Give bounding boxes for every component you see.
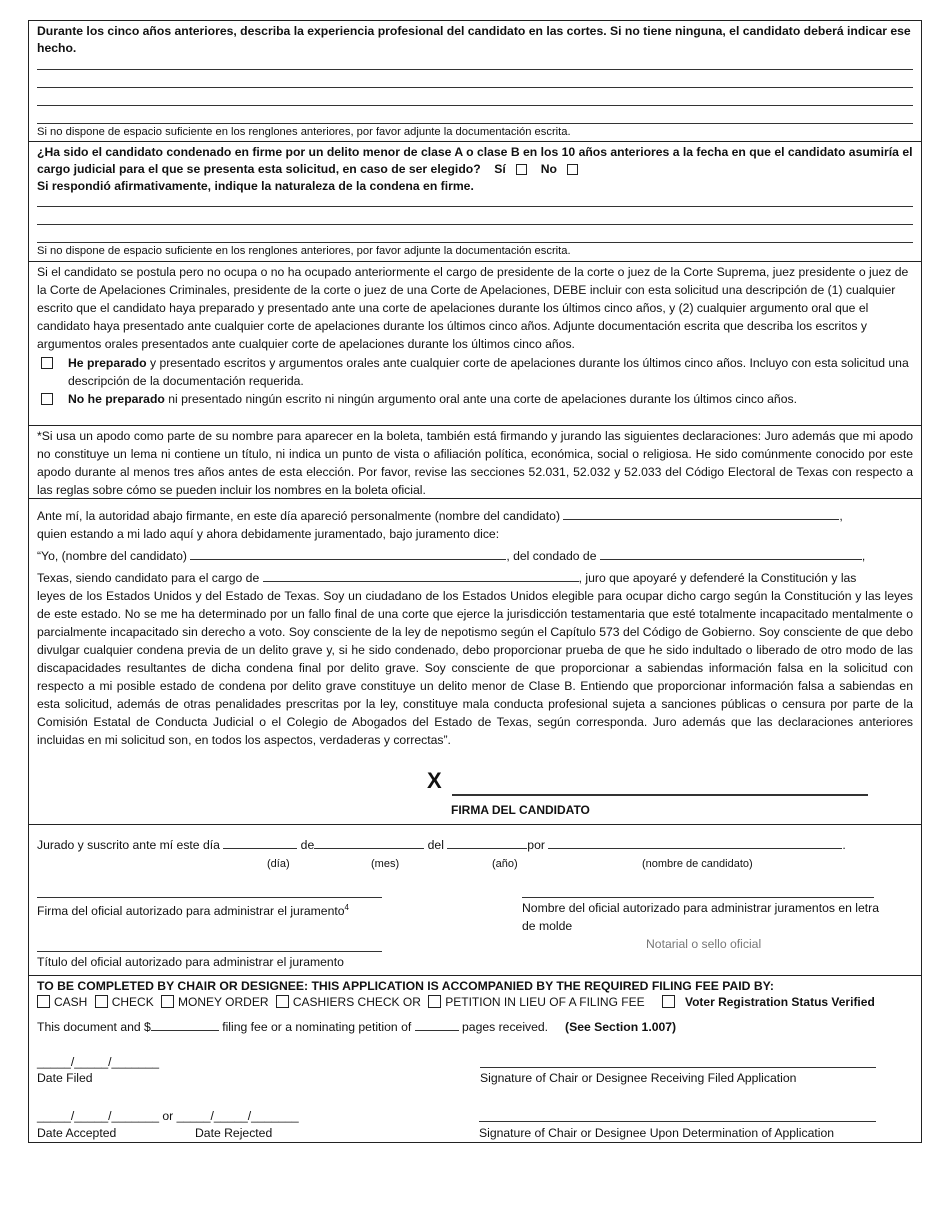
chair-header: TO BE COMPLETED BY CHAIR OR DESIGNEE: THIS APPLICATION IS ACCOMPANIED BY THE REQUIRED FILING FEE PAID BY:	[37, 979, 774, 993]
conviction-section	[29, 142, 921, 262]
candidate-signature-label: FIRMA DEL CANDIDATO	[451, 803, 590, 817]
no-label: No	[540, 162, 557, 176]
not-prepared-checkbox[interactable]	[41, 393, 53, 405]
oath-text: , del condado de	[506, 549, 600, 563]
yes-label: Sí	[494, 162, 506, 176]
prepared-checkbox[interactable]	[41, 357, 53, 369]
oath-text: “Yo, (nombre del candidato)	[37, 549, 191, 563]
cashiers-check-checkbox[interactable]	[276, 995, 289, 1008]
footnote-marker: 4	[344, 903, 349, 912]
court-experience-question: Durante los cinco años anteriores, describa la experiencia profesional del candidato en las cortes. Si no tiene ninguna, el candidato deberá indicar ese hecho.	[37, 24, 911, 55]
conviction-followup: Si respondió afirmativamente, indique la naturaleza de la condena en firme.	[37, 179, 474, 193]
oath-line-2: quien estando a mi lado aquí y ahora debidamente juramentado, bajo juramento dice:	[37, 527, 500, 541]
answer-line[interactable]	[37, 225, 913, 243]
answer-line[interactable]	[37, 106, 913, 124]
date-rejected-label: Date Rejected	[195, 1126, 273, 1140]
cash-checkbox[interactable]	[37, 995, 50, 1008]
answer-line[interactable]	[37, 207, 913, 225]
oath-body: leyes de los Estados Unidos y del Estado de Texas. Soy un ciudadano de los Estados Unidos elegible para ocupar dicho cargo según la Constitución y las leyes de este estado. No se me ha determinado por un fallo final de una corte que ejerce la jurisdicción testamentaria que esté totalmente incapacitado mentalmente o parcialmente incapacitado sin derecho a voto. Soy consciente de la ley de nepotismo según el Capítulo 573 del Código de Gobierno. Soy consciente de que debo divulgar cualquier condena previa de un delito grave y, si he sido condenado, debo proporcionar prueba de que he sido indultado o liberado de otro modo de las discapacidades resultantes de dicha condena final por delito grave. Soy consciente de que proporcionar a sabiendas información falsa en la solicitud con respecto a mi posible estado de condena por delito grave constituye un delito menor de Clase B. Entiendo que proporcionar información falsa a sabiendas en esta solicitud, además de otras penalidades prescritas por la ley, constituye mala conducta profesional sujeta a sanciones públicas o censura por parte de la Comisión Estatal de Conducta Judicial o el Colegio de Abogados del Estado de Texas, según corresponda. Juro además que las declaraciones anteriores incluidas en mi solicitud son, en todos los aspectos, verdaderas y correctas”.	[37, 589, 913, 747]
oath-line-1	[37, 507, 913, 525]
not-prepared-text: ni presentado ningún escrito ni ningún argumento oral ante una corte de apelaciones durante los últimos cinco años.	[164, 392, 797, 406]
no-checkbox[interactable]	[567, 164, 578, 175]
filed-signature-line[interactable]	[480, 1055, 876, 1068]
sworn-line	[37, 836, 846, 854]
official-title-label: Título del oficial autorizado para administrar el juramento	[37, 955, 344, 969]
conviction-question: ¿Ha sido el candidato condenado en firme por un delito menor de clase A o clase B en los 10 años anteriores a la fecha en que el candidato asumiría el cargo judicial para el que se presenta esta solicitud, en caso de ser elegido?	[37, 145, 913, 176]
money-order-checkbox[interactable]	[161, 995, 174, 1008]
sworn-text: Jurado y suscrito ante mí este día	[37, 838, 224, 852]
date-accepted-rejected-fields	[37, 1107, 299, 1125]
day-field[interactable]	[223, 836, 297, 849]
money-order-label: MONEY ORDER	[178, 995, 269, 1009]
date-filed-label: Date Filed	[37, 1071, 93, 1085]
month-field[interactable]	[314, 836, 424, 849]
check-checkbox[interactable]	[95, 995, 108, 1008]
oath-text: Texas, siendo candidato para el cargo de	[37, 571, 263, 585]
space-note: Si no dispone de espacio suficiente en los renglones anteriores, por favor adjunte la documentación escrita.	[37, 245, 571, 257]
year-field[interactable]	[447, 836, 527, 849]
oath-line-4	[37, 569, 913, 587]
cash-label: CASH	[54, 995, 88, 1009]
candidate-name-field[interactable]	[563, 507, 839, 520]
conviction-question-block	[37, 144, 913, 178]
doc-text: pages received.	[458, 1020, 549, 1034]
doc-text: filing fee or a nominating petition of	[218, 1020, 415, 1034]
or-label: or	[162, 1109, 174, 1123]
oath-text: , juro que apoyaré y defenderé la Constitución y las	[578, 571, 857, 585]
notary-seal-label: Notarial o sello oficial	[646, 937, 762, 951]
sworn-text: por	[527, 838, 549, 852]
doc-text: This document and $	[37, 1020, 151, 1034]
signature-x-mark: X	[427, 768, 442, 793]
appellate-option-not-prepared	[37, 390, 913, 408]
official-signature-line[interactable]	[37, 885, 382, 898]
petition-label: PETITION IN LIEU OF A FILING FEE	[445, 995, 645, 1009]
label-month: (mes)	[371, 858, 400, 870]
see-section-label: (See Section 1.007)	[565, 1020, 677, 1034]
official-signature-label	[37, 899, 349, 920]
prepared-bold: He preparado	[68, 356, 147, 370]
candidate-name-field-2[interactable]	[190, 547, 506, 560]
oath-text: Ante mí, la autoridad abajo firmante, en este día apareció personalmente (nombre del candidato)	[37, 509, 564, 523]
check-label: CHECK	[111, 995, 154, 1009]
not-prepared-bold: No he preparado	[68, 392, 165, 406]
date-rejected-field[interactable]: _____/_____/_______	[176, 1109, 299, 1123]
determination-signature-line[interactable]	[479, 1109, 876, 1122]
sworn-text: de	[297, 838, 315, 852]
oath-text: ,	[839, 509, 843, 523]
label-day: (día)	[267, 858, 290, 870]
chair-section	[29, 976, 921, 1142]
oath-text: ,	[861, 549, 866, 563]
official-title-line[interactable]	[37, 939, 382, 952]
office-field[interactable]	[263, 569, 579, 582]
prepared-text: y presentado escritos y argumentos orales ante cualquier corte de apelaciones durante los últimos cinco años. Incluyo con esta solicitud una descripción de la documentación requerida.	[68, 356, 909, 388]
answer-line[interactable]	[37, 195, 913, 207]
answer-line[interactable]	[37, 57, 913, 70]
answer-line[interactable]	[37, 88, 913, 106]
oath-section	[29, 499, 921, 825]
yes-checkbox[interactable]	[516, 164, 527, 175]
application-form	[28, 20, 922, 1143]
date-accepted-label: Date Accepted	[37, 1126, 117, 1140]
answer-line[interactable]	[37, 70, 913, 88]
voter-verified-label: Voter Registration Status Verified	[684, 995, 875, 1009]
notary-section	[29, 825, 921, 976]
nickname-paragraph: *Si usa un apodo como parte de su nombre para aparecer en la boleta, también está firmando y jurando las siguientes declaraciones: Juro además que mi apodo no constituye un lema ni contiene un título, ni indica un punto de vista o afiliación política, económica, social o religiosa. He sido comúnmente conocido por este apodo durante al menos tres años antes de esta elección. Por favor, revise las secciones 52.031, 52.032 y 52.033 del Código Electoral de Texas con respecto a las reglas sobre cómo se pueden incluir los nombres en la boleta oficial.	[37, 429, 913, 497]
sworn-text: del	[424, 838, 448, 852]
filed-signature-label: Signature of Chair or Designee Receiving Filed Application	[480, 1071, 797, 1085]
sworn-text: .	[842, 838, 846, 852]
petition-checkbox[interactable]	[428, 995, 441, 1008]
document-received-line	[37, 1018, 676, 1036]
court-experience-section	[29, 21, 921, 142]
official-name-label: Nombre del oficial autorizado para administrar juramentos en letra de molde	[522, 901, 879, 933]
cashiers-check-label: CASHIERS CHECK OR	[292, 995, 421, 1009]
label-candidate-name: (nombre de candidato)	[642, 858, 753, 870]
label-year: (año)	[492, 858, 518, 870]
fee-amount-field[interactable]	[151, 1018, 219, 1031]
county-field[interactable]	[600, 547, 862, 560]
date-filed-field[interactable]: _____/_____/_______	[37, 1055, 159, 1069]
appellate-option-prepared	[37, 354, 913, 390]
pages-field[interactable]	[415, 1018, 459, 1031]
appellate-paragraph: Si el candidato se postula pero no ocupa o no ha ocupado anteriormente el cargo de presidente de la corte o juez de la Corte Suprema, juez presidente o juez de la Corte de Apelaciones Criminales, presidente de la corte o juez de una Corte de Apelaciones, DEBE incluir con esta solicitud una descripción de (1) cualquier escrito que el candidato haya preparado y presentado ante una corte de apelaciones durante los últimos cinco años, y (2) cualquier argumento oral que el candidato haya presentado ante cualquier corte de apelaciones durante los últimos cinco años. Adjunte documentación escrita que describa los escritos y argumentos orales presentados ante cualquier corte de apelaciones durante los últimos cinco años.	[37, 265, 909, 351]
official-name-line[interactable]	[522, 885, 874, 898]
official-signature-text: Firma del oficial autorizado para administrar el juramento	[37, 904, 345, 919]
candidate-name-notary-field[interactable]	[548, 836, 842, 849]
determination-signature-label: Signature of Chair or Designee Upon Determination of Application	[479, 1126, 834, 1140]
appellate-section	[29, 262, 921, 426]
date-accepted-field[interactable]: _____/_____/_______	[37, 1109, 159, 1123]
voter-checkbox[interactable]	[662, 995, 675, 1008]
oath-line-3	[37, 547, 913, 565]
payment-options	[37, 993, 875, 1011]
candidate-signature-line[interactable]	[452, 780, 868, 796]
nickname-section	[29, 426, 921, 499]
space-note: Si no dispone de espacio suficiente en los renglones anteriores, por favor adjunte la documentación escrita.	[37, 126, 571, 138]
